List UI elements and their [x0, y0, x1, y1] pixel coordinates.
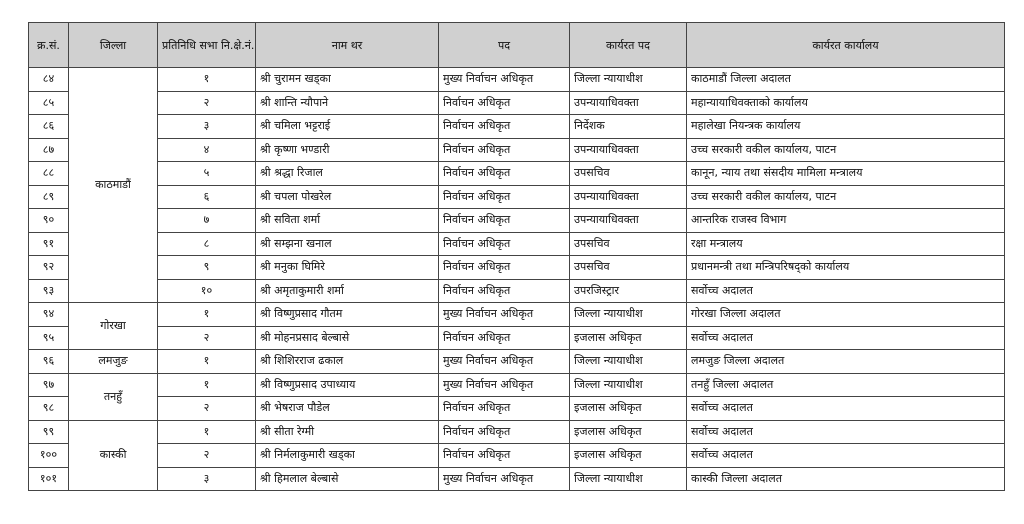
post-cell: मुख्य निर्वाचन अधिकृत [439, 68, 570, 92]
office-cell: उच्च सरकारी वकील कार्यालय, पाटन [687, 138, 1005, 162]
current-post-cell: जिल्ला न्यायाधीश [570, 350, 687, 374]
current-post-cell: उपन्यायाधिवक्ता [570, 209, 687, 233]
constituency-cell: २ [158, 326, 256, 350]
constituency-cell: १ [158, 68, 256, 92]
table-row [29, 420, 1005, 444]
office-cell: काठमाडौं जिल्ला अदालत [687, 68, 1005, 92]
constituency-cell: ८ [158, 232, 256, 256]
constituency-cell: २ [158, 397, 256, 421]
name-cell: श्री श्रद्धा रिजाल [256, 162, 439, 186]
office-cell: रक्षा मन्त्रालय [687, 232, 1005, 256]
serial-cell: ८६ [29, 115, 69, 139]
name-cell: श्री हिमलाल बेल्बासे [256, 467, 439, 491]
table-body [29, 68, 1005, 491]
current-post-cell: उपन्यायाधिवक्ता [570, 185, 687, 209]
table-row [29, 444, 1005, 468]
current-post-cell: इजलास अधिकृत [570, 397, 687, 421]
post-cell: मुख्य निर्वाचन अधिकृत [439, 467, 570, 491]
name-cell: श्री चपला पोखरेल [256, 185, 439, 209]
table-row [29, 138, 1005, 162]
serial-cell: ९० [29, 209, 69, 233]
serial-cell: ९४ [29, 303, 69, 327]
table-row [29, 397, 1005, 421]
current-post-cell: इजलास अधिकृत [570, 444, 687, 468]
table-row [29, 326, 1005, 350]
table-row [29, 162, 1005, 186]
serial-cell: ९७ [29, 373, 69, 397]
serial-cell: ९९ [29, 420, 69, 444]
constituency-cell: ६ [158, 185, 256, 209]
table-row [29, 279, 1005, 303]
serial-cell: ८५ [29, 91, 69, 115]
post-cell: निर्वाचन अधिकृत [439, 326, 570, 350]
table-row [29, 256, 1005, 280]
district-cell: कास्की [69, 420, 158, 491]
current-post-cell: उपसचिव [570, 162, 687, 186]
district-cell: लमजुङ [69, 350, 158, 374]
current-post-cell: उपन्यायाधिवक्ता [570, 91, 687, 115]
post-cell: मुख्य निर्वाचन अधिकृत [439, 373, 570, 397]
table-row [29, 185, 1005, 209]
post-cell: निर्वाचन अधिकृत [439, 420, 570, 444]
district-cell: गोरखा [69, 303, 158, 350]
current-post-cell: जिल्ला न्यायाधीश [570, 303, 687, 327]
serial-cell: ८७ [29, 138, 69, 162]
table-row [29, 115, 1005, 139]
current-post-cell: उपरजिस्ट्रार [570, 279, 687, 303]
office-cell: आन्तरिक राजस्व विभाग [687, 209, 1005, 233]
officers-table [28, 22, 1005, 491]
post-cell: निर्वाचन अधिकृत [439, 209, 570, 233]
header-post: पद [439, 23, 570, 68]
post-cell: निर्वाचन अधिकृत [439, 397, 570, 421]
office-cell: कानून, न्याय तथा संसदीय मामिला मन्त्रालय [687, 162, 1005, 186]
post-cell: मुख्य निर्वाचन अधिकृत [439, 350, 570, 374]
office-cell: सर्वोच्च अदालत [687, 397, 1005, 421]
post-cell: निर्वाचन अधिकृत [439, 232, 570, 256]
post-cell: निर्वाचन अधिकृत [439, 279, 570, 303]
serial-cell: ९६ [29, 350, 69, 374]
current-post-cell: इजलास अधिकृत [570, 420, 687, 444]
table-row [29, 467, 1005, 491]
name-cell: श्री भेषराज पौडेल [256, 397, 439, 421]
current-post-cell: उपन्यायाधिवक्ता [570, 138, 687, 162]
office-cell: कास्की जिल्ला अदालत [687, 467, 1005, 491]
office-cell: सर्वोच्च अदालत [687, 420, 1005, 444]
current-post-cell: निर्देशक [570, 115, 687, 139]
district-cell: काठमाडौं [69, 68, 158, 303]
table-row [29, 232, 1005, 256]
header-current-post: कार्यरत पद [570, 23, 687, 68]
table-row [29, 373, 1005, 397]
name-cell: श्री विष्णुप्रसाद उपाध्याय [256, 373, 439, 397]
constituency-cell: ३ [158, 115, 256, 139]
header-serial: क्र.सं. [29, 23, 69, 68]
name-cell: श्री शान्ति न्यौपाने [256, 91, 439, 115]
table-header-row [29, 23, 1005, 68]
serial-cell: ९८ [29, 397, 69, 421]
table-row [29, 91, 1005, 115]
name-cell: श्री चमिला भट्टराई [256, 115, 439, 139]
office-cell: प्रधानमन्त्री तथा मन्त्रिपरिषद्को कार्यालय [687, 256, 1005, 280]
current-post-cell: उपसचिव [570, 232, 687, 256]
table-row [29, 68, 1005, 92]
name-cell: श्री मनुका घिमिरे [256, 256, 439, 280]
constituency-cell: ७ [158, 209, 256, 233]
name-cell: श्री शिशिरराज ढकाल [256, 350, 439, 374]
serial-cell: १०० [29, 444, 69, 468]
header-district: जिल्ला [69, 23, 158, 68]
constituency-cell: २ [158, 91, 256, 115]
post-cell: मुख्य निर्वाचन अधिकृत [439, 303, 570, 327]
office-cell: सर्वोच्च अदालत [687, 444, 1005, 468]
name-cell: श्री मोहनप्रसाद बेल्बासे [256, 326, 439, 350]
constituency-cell: १० [158, 279, 256, 303]
name-cell: श्री सविता शर्मा [256, 209, 439, 233]
office-cell: महालेखा नियन्त्रक कार्यालय [687, 115, 1005, 139]
post-cell: निर्वाचन अधिकृत [439, 185, 570, 209]
constituency-cell: १ [158, 303, 256, 327]
current-post-cell: जिल्ला न्यायाधीश [570, 373, 687, 397]
serial-cell: ९५ [29, 326, 69, 350]
serial-cell: ८४ [29, 68, 69, 92]
name-cell: श्री सम्झना खनाल [256, 232, 439, 256]
name-cell: श्री सीता रेग्मी [256, 420, 439, 444]
serial-cell: ८८ [29, 162, 69, 186]
serial-cell: ८९ [29, 185, 69, 209]
constituency-cell: २ [158, 444, 256, 468]
post-cell: निर्वाचन अधिकृत [439, 91, 570, 115]
table-row [29, 350, 1005, 374]
office-cell: सर्वोच्च अदालत [687, 279, 1005, 303]
constituency-cell: १ [158, 350, 256, 374]
office-cell: सर्वोच्च अदालत [687, 326, 1005, 350]
post-cell: निर्वाचन अधिकृत [439, 256, 570, 280]
office-cell: उच्च सरकारी वकील कार्यालय, पाटन [687, 185, 1005, 209]
name-cell: श्री कृष्णा भण्डारी [256, 138, 439, 162]
serial-cell: १०१ [29, 467, 69, 491]
name-cell: श्री विष्णुप्रसाद गौतम [256, 303, 439, 327]
current-post-cell: इजलास अधिकृत [570, 326, 687, 350]
constituency-cell: ३ [158, 467, 256, 491]
name-cell: श्री चुरामन खड्का [256, 68, 439, 92]
post-cell: निर्वाचन अधिकृत [439, 115, 570, 139]
serial-cell: ९१ [29, 232, 69, 256]
post-cell: निर्वाचन अधिकृत [439, 444, 570, 468]
serial-cell: ९३ [29, 279, 69, 303]
current-post-cell: उपसचिव [570, 256, 687, 280]
constituency-cell: ४ [158, 138, 256, 162]
constituency-cell: १ [158, 420, 256, 444]
office-cell: लमजुङ जिल्ला अदालत [687, 350, 1005, 374]
header-office: कार्यरत कार्यालय [687, 23, 1005, 68]
district-cell: तनहुँ [69, 373, 158, 420]
constituency-cell: ५ [158, 162, 256, 186]
serial-cell: ९२ [29, 256, 69, 280]
office-cell: महान्यायाधिवक्ताको कार्यालय [687, 91, 1005, 115]
table-row [29, 209, 1005, 233]
office-cell: गोरखा जिल्ला अदालत [687, 303, 1005, 327]
post-cell: निर्वाचन अधिकृत [439, 162, 570, 186]
post-cell: निर्वाचन अधिकृत [439, 138, 570, 162]
constituency-cell: १ [158, 373, 256, 397]
table-row [29, 303, 1005, 327]
header-name: नाम थर [256, 23, 439, 68]
name-cell: श्री अमृताकुमारी शर्मा [256, 279, 439, 303]
current-post-cell: जिल्ला न्यायाधीश [570, 68, 687, 92]
office-cell: तनहुँ जिल्ला अदालत [687, 373, 1005, 397]
name-cell: श्री निर्मलाकुमारी खड्का [256, 444, 439, 468]
current-post-cell: जिल्ला न्यायाधीश [570, 467, 687, 491]
header-constituency: प्रतिनिधि सभा नि.क्षे.नं. [158, 23, 256, 68]
constituency-cell: ९ [158, 256, 256, 280]
